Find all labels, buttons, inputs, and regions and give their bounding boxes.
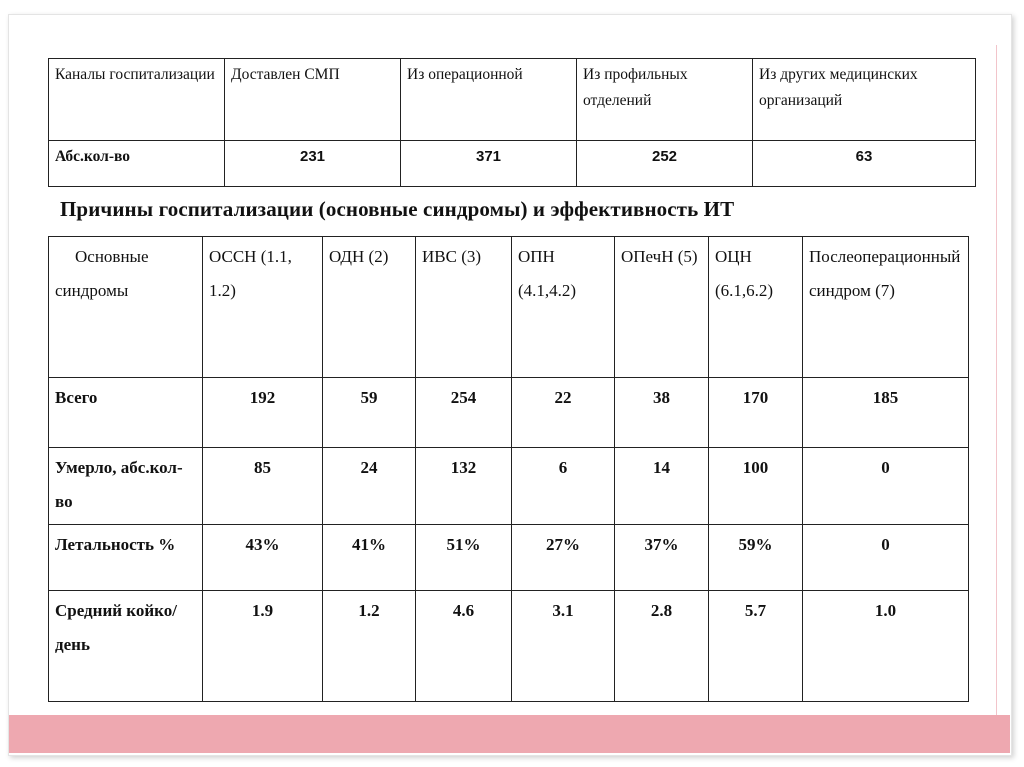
table2-cell: 1.0 xyxy=(803,591,969,702)
footer-band xyxy=(9,715,1010,753)
table2-cell: 1.9 xyxy=(203,591,323,702)
table2-cell: 59 xyxy=(323,378,416,448)
table1-cell: 63 xyxy=(753,141,976,187)
table2-row-died xyxy=(49,448,969,525)
table2-row-total xyxy=(49,378,969,448)
table2-header-cell: Послеоперационный синдром (7) xyxy=(803,237,969,378)
table2-cell: 4.6 xyxy=(416,591,512,702)
table2-cell: 100 xyxy=(709,448,803,525)
table2-row-label: Средний койко/день xyxy=(49,591,203,702)
table2-header-cell: ОДН (2) xyxy=(323,237,416,378)
table2-header-cell: ОССН (1.1, 1.2) xyxy=(203,237,323,378)
table2-cell: 254 xyxy=(416,378,512,448)
table2-cell: 38 xyxy=(615,378,709,448)
table1-row xyxy=(49,141,976,187)
table1-row-label: Абс.кол-во xyxy=(49,141,225,187)
table1-cell: 231 xyxy=(225,141,401,187)
table2-cell: 3.1 xyxy=(512,591,615,702)
table2-row-label: Летальность % xyxy=(49,525,203,591)
table2-cell: 85 xyxy=(203,448,323,525)
table1-header-cell: Из других медицинских организаций xyxy=(753,59,976,141)
table1-header-cell: Доставлен СМП xyxy=(225,59,401,141)
table2-header-cell: ОПечН (5) xyxy=(615,237,709,378)
syndromes-table xyxy=(48,236,969,702)
table2-header-cell: ОПН (4.1,4.2) xyxy=(512,237,615,378)
table1-header-cell: Из профильных отделений xyxy=(577,59,753,141)
table2-cell: 0 xyxy=(803,525,969,591)
table2-header-row xyxy=(49,237,969,378)
table2-caption: Причины госпитализации (основные синдромы) и эффективность ИТ xyxy=(60,197,735,221)
table2-cell: 2.8 xyxy=(615,591,709,702)
table2-cell: 51% xyxy=(416,525,512,591)
table1-cell: 371 xyxy=(401,141,577,187)
table2-cell: 59% xyxy=(709,525,803,591)
table2-cell: 132 xyxy=(416,448,512,525)
table2-cell: 43% xyxy=(203,525,323,591)
table2-cell: 192 xyxy=(203,378,323,448)
table2-header-cell: ИВС (3) xyxy=(416,237,512,378)
table2-row-lethality xyxy=(49,525,969,591)
table2-cell: 27% xyxy=(512,525,615,591)
table2-cell: 185 xyxy=(803,378,969,448)
table2-row-bed-day xyxy=(49,591,969,702)
table1-header-cell: Из операционной xyxy=(401,59,577,141)
table1-header-row xyxy=(49,59,976,141)
decorative-line xyxy=(996,45,997,725)
table2-cell: 14 xyxy=(615,448,709,525)
table2-cell: 0 xyxy=(803,448,969,525)
table2-cell: 22 xyxy=(512,378,615,448)
table1-cell: 252 xyxy=(577,141,753,187)
hospitalization-channels-table xyxy=(48,58,976,187)
table1-header-cell: Каналы госпитализации xyxy=(49,59,225,141)
table2-row-label: Всего xyxy=(49,378,203,448)
table2-cell: 5.7 xyxy=(709,591,803,702)
table2-cell: 41% xyxy=(323,525,416,591)
table2-header-cell: ОЦН (6.1,6.2) xyxy=(709,237,803,378)
table2-cell: 24 xyxy=(323,448,416,525)
table2-cell: 1.2 xyxy=(323,591,416,702)
table2-row-label: Умерло, абс.кол-во xyxy=(49,448,203,525)
table2-cell: 37% xyxy=(615,525,709,591)
table2-cell: 6 xyxy=(512,448,615,525)
table2-header-cell: Основные синдромы xyxy=(49,237,203,378)
table2-cell: 170 xyxy=(709,378,803,448)
